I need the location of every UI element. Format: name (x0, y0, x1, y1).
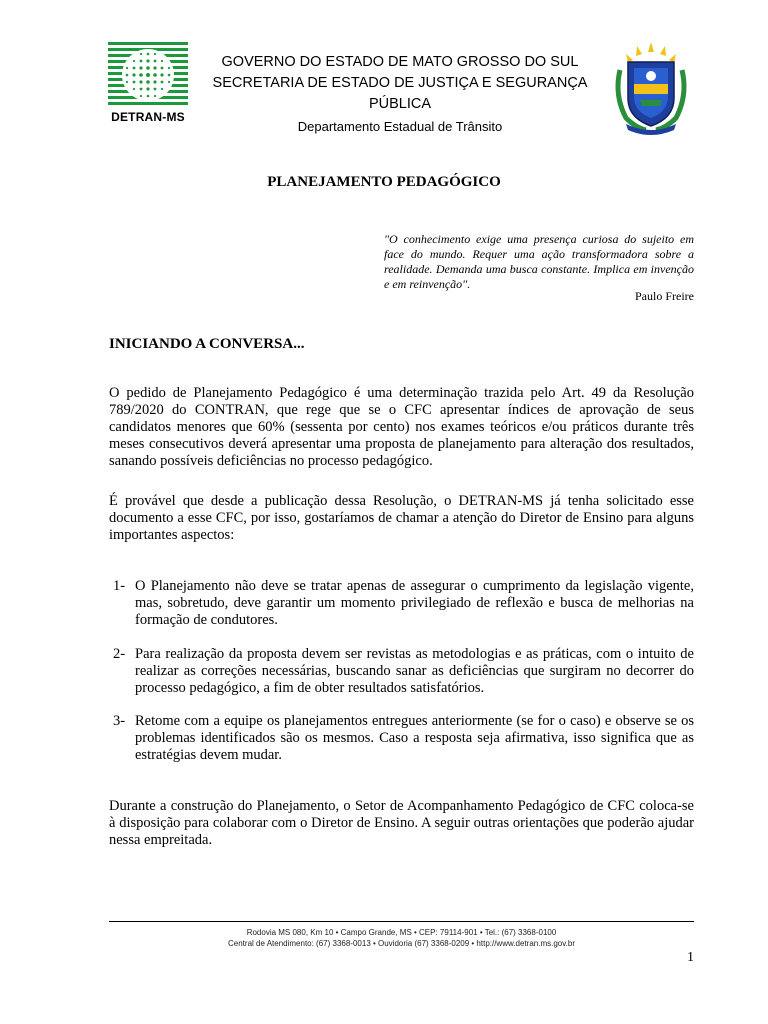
list-item (109, 713, 694, 764)
list-item-number: 1- (113, 578, 126, 594)
list-item-text: Retome com a equipe os planejamentos entregues anteriormente (se for o caso) e observe se os problemas identificados são os mesmos. Caso a resposta seja afirmativa, isso significa que as estratégias devem mudar. (135, 713, 694, 763)
list-item (109, 578, 694, 629)
list-item-text: Para realização da proposta devem ser revistas as metodologias e as práticas, com o intuito de realizar as correções necessárias, buscando sanar as deficiências que surgiram no decorrer do processo pedagógico, a fim de obter resultados satisfatórios. (135, 646, 694, 696)
detran-logo (108, 42, 188, 132)
header-government: GOVERNO DO ESTADO DE MATO GROSSO DO SUL (221, 54, 579, 70)
section-heading: INICIANDO A CONVERSA... (109, 336, 305, 352)
letterhead (200, 52, 600, 137)
page-number: 1 (687, 950, 694, 965)
list-item-number: 3- (113, 713, 126, 729)
footer-address: Rodovia MS 080, Km 10 • Campo Grande, MS • CEP: 79114-901 • Tel.: (67) 3368-0100 (246, 928, 557, 937)
logo-text: DETRAN-MS (111, 110, 185, 124)
list-item-number: 2- (113, 646, 126, 662)
footer (109, 927, 694, 949)
paragraph: É provável que desde a publicação dessa Resolução, o DETRAN-MS já tenha solicitado esse documento a esse CFC, por isso, gostaríamos de chamar a atenção do Diretor de Ensino para alguns importantes aspectos: (109, 493, 694, 543)
list-item (109, 646, 694, 697)
footer-contacts: Central de Atendimento: (67) 3368-0013 • Ouvidoria (67) 3368-0209 • http://www.detran.ms.gov.br (228, 939, 575, 948)
footer-divider (109, 921, 694, 922)
epigraph-quote: "O conhecimento exige uma presença curiosa do sujeito em face do mundo. Requer uma ação transformadora sobre a realidade. Demanda uma busca constante. Implica em invenção e em reinvenção". (384, 232, 694, 291)
epigraph-author: Paulo Freire (635, 289, 694, 303)
detran-globe-icon (108, 42, 188, 108)
paragraph: O pedido de Planejamento Pedagógico é uma determinação trazida pelo Art. 49 da Resolução 789/2020 do CONTRAN, que rege que se o CFC apresentar índices de aprovação de seus candidatos menores que 60% (sessenta por cento) nos exames teóricos e/ou práticos durante três meses consecutivos deverá apresentar uma proposta de planejamento para alteração dos resultados, sanando possíveis deficiências no processo pedagógico. (109, 385, 694, 469)
coat-of-arms-icon (612, 40, 690, 136)
list-item-text: O Planejamento não deve se tratar apenas de assegurar o cumprimento da legislação vigente, mas, sobretudo, deve garantir um momento privilegiado de reflexão e busca de melhorias na formação de condutores. (135, 578, 694, 628)
header-department: Departamento Estadual de Trânsito (297, 119, 503, 134)
document-title: PLANEJAMENTO PEDAGÓGICO (267, 174, 501, 190)
paragraph: Durante a construção do Planejamento, o Setor de Acompanhamento Pedagógico de CFC coloca-se à disposição para colaborar com o Diretor de Ensino. A seguir outras orientações que poderão ajudar nessa empreitada. (109, 798, 694, 848)
header-secretariat: SECRETARIA DE ESTADO DE JUSTIÇA E SEGURANÇA PÚBLICA (212, 75, 588, 112)
